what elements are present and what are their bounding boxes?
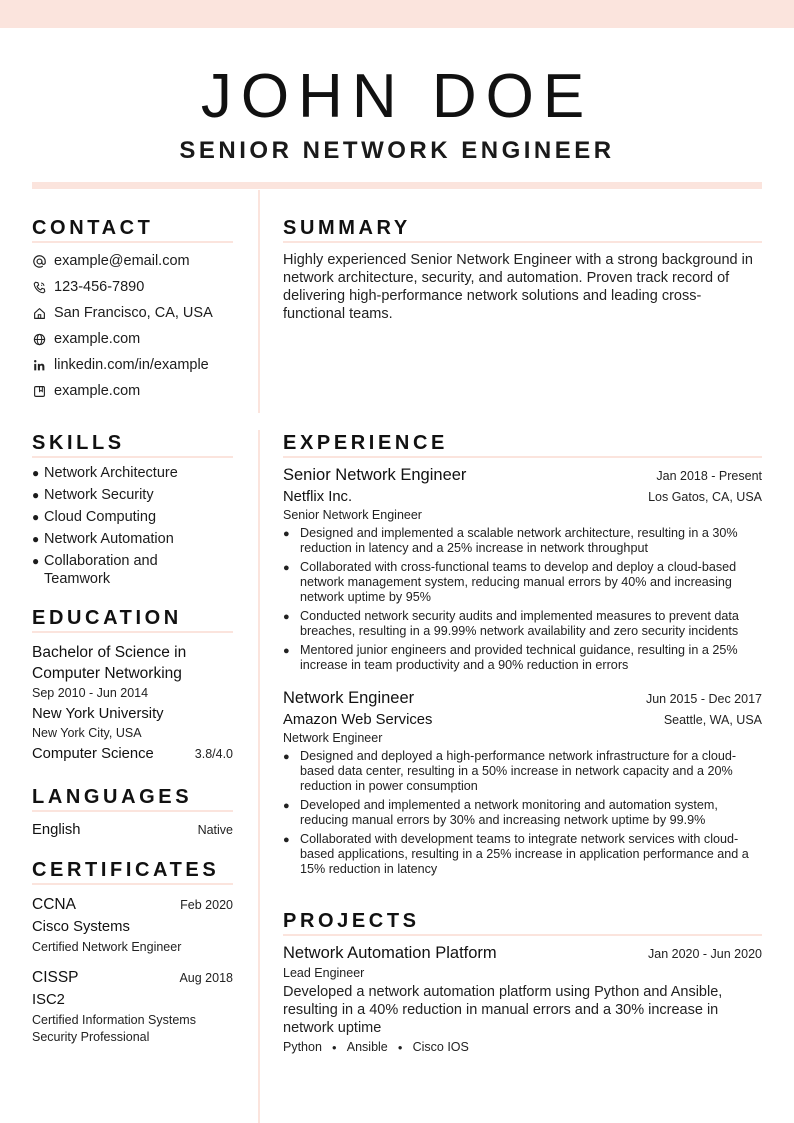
- job-location: Los Gatos, CA, USA: [648, 490, 762, 504]
- skill-item: ● Network Architecture: [32, 465, 178, 481]
- tag-separator: ●: [331, 1042, 337, 1052]
- certificate-name: CISSP: [32, 969, 79, 986]
- summary-text: Highly experienced Senior Network Engineer with a strong background in network architecture, security, and automation. Proven track record of delivering high-performance network solutions and leading cross-functional teams.: [283, 252, 753, 322]
- contact-phone-text: 123-456-7890: [54, 279, 145, 295]
- education-school: New York University: [32, 706, 164, 722]
- summary-section: [283, 216, 762, 323]
- contact-address: [32, 300, 233, 326]
- bookmark-icon: [32, 384, 46, 398]
- skills-section: [32, 431, 233, 592]
- skill-item: ● Network Security: [32, 487, 154, 503]
- project-tags: [283, 1040, 762, 1054]
- language-name: English: [32, 822, 81, 838]
- job-entry: [283, 689, 762, 877]
- job-company: Netflix Inc.: [283, 489, 353, 505]
- certificate-desc: Certified Information Systems Security Professional: [32, 1013, 196, 1044]
- projects-section: [283, 909, 762, 1054]
- summary-title: SUMMARY: [283, 216, 762, 243]
- contact-website[interactable]: [32, 326, 233, 352]
- candidate-role: SENIOR NETWORK ENGINEER: [179, 137, 615, 164]
- phone-icon: [32, 280, 46, 294]
- contact-phone[interactable]: [32, 274, 233, 300]
- linkedin-icon: [32, 358, 46, 372]
- job-bullet: ● Collaborated with development teams to integrate network services with cloud-based applications, resulting in a 25% increase in application performance and a 15% reduction in latency: [283, 832, 749, 876]
- certificate-issuer: Cisco Systems: [32, 919, 130, 935]
- language-level: Native: [197, 823, 233, 837]
- globe-icon: [32, 332, 46, 346]
- certificate-date: Feb 2020: [180, 898, 233, 912]
- project-role: Lead Engineer: [283, 966, 365, 980]
- job-position: Network Engineer: [283, 731, 383, 745]
- project-tag: Ansible: [346, 1040, 388, 1054]
- contact-linkedin[interactable]: [32, 352, 233, 378]
- experience-title: EXPERIENCE: [283, 431, 762, 458]
- contact-linkedin-text: linkedin.com/in/example: [54, 357, 209, 373]
- job-bullet: ● Designed and implemented a scalable network architecture, resulting in a 30% reduction in latency and a 25% increase in network throughput: [283, 526, 738, 555]
- education-location: New York City, USA: [32, 726, 142, 740]
- at-icon: [32, 254, 46, 268]
- contact-website-text: example.com: [54, 331, 141, 347]
- job-bullet: ● Collaborated with cross-functional teams to develop and deploy a cloud-based network management system, reducing manual errors by 40% and increasing network uptime by 95%: [283, 560, 737, 604]
- home-icon: [32, 306, 46, 320]
- certificate-date: Aug 2018: [179, 971, 233, 985]
- experience-section: [283, 431, 762, 881]
- project-tag: Cisco IOS: [412, 1040, 469, 1054]
- job-dates: Jan 2018 - Present: [656, 469, 762, 483]
- certificate-issuer: ISC2: [32, 992, 65, 1008]
- job-bullet: ● Developed and implemented a network monitoring and automation system, reducing manual errors by 30% and increasing network uptime by 99.9%: [283, 798, 718, 827]
- skill-item: ● Network Automation: [32, 531, 174, 547]
- languages-section: [32, 785, 233, 841]
- contact-email[interactable]: [32, 248, 233, 274]
- contact-address-text: San Francisco, CA, USA: [54, 305, 213, 321]
- job-bullet: ● Mentored junior engineers and provided technical guidance, resulting in a 25% increase in team productivity and a 90% reduction in errors: [283, 643, 738, 672]
- project-tag: Python: [283, 1040, 322, 1054]
- column-divider-bottom: [258, 430, 260, 1123]
- contact-portfolio[interactable]: [32, 378, 233, 404]
- skill-item: ● Collaboration and Teamwork: [32, 553, 158, 587]
- job-bullet: ● Conducted network security audits and implemented measures to prevent data breaches, resulting in a 99.99% network availability and zero security incidents: [283, 609, 739, 638]
- contact-email-text: example@email.com: [54, 253, 190, 269]
- education-dates: Sep 2010 - Jun 2014: [32, 686, 149, 700]
- job-dates: Jun 2015 - Dec 2017: [645, 692, 762, 706]
- certificates-title: CERTIFICATES: [32, 858, 233, 885]
- tag-separator: ●: [397, 1042, 403, 1052]
- column-divider-top: [258, 190, 260, 413]
- contact-portfolio-text: example.com: [54, 383, 141, 399]
- certificate-name: CCNA: [32, 896, 76, 913]
- languages-title: LANGUAGES: [32, 785, 233, 812]
- education-field: Computer Science: [32, 746, 154, 762]
- education-gpa: 3.8/4.0: [194, 747, 233, 761]
- project-dates: Jan 2020 - Jun 2020: [648, 947, 762, 961]
- job-bullet: ● Designed and deployed a high-performance network infrastructure for a cloud-based data center, resulting in a 50% increase in network capacity and a 20% reduction in power consumption: [283, 749, 737, 793]
- job-entry: [283, 466, 762, 673]
- contact-title: CONTACT: [32, 216, 233, 243]
- skills-title: SKILLS: [32, 431, 233, 458]
- job-location: Seattle, WA, USA: [663, 713, 762, 727]
- job-company: Amazon Web Services: [283, 712, 433, 728]
- project-description: Developed a network automation platform using Python and Ansible, resulting in a 40% reduction in manual errors and a 30% increase in network uptime: [283, 984, 723, 1036]
- project-name: Network Automation Platform: [283, 944, 497, 962]
- job-title: Senior Network Engineer: [283, 466, 467, 484]
- skill-item: ● Cloud Computing: [32, 509, 157, 525]
- education-degree: Bachelor of Science in Computer Networking: [32, 644, 187, 682]
- projects-title: PROJECTS: [283, 909, 762, 936]
- education-section: [32, 606, 233, 765]
- contact-section: [32, 216, 233, 404]
- certificates-section: [32, 858, 233, 1046]
- candidate-name: JOHN DOE: [200, 62, 594, 131]
- top-accent-bar: [0, 0, 794, 28]
- job-title: Network Engineer: [283, 689, 415, 707]
- job-position: Senior Network Engineer: [283, 508, 422, 522]
- header-divider: [32, 182, 762, 189]
- education-title: EDUCATION: [32, 606, 233, 633]
- certificate-desc: Certified Network Engineer: [32, 940, 182, 954]
